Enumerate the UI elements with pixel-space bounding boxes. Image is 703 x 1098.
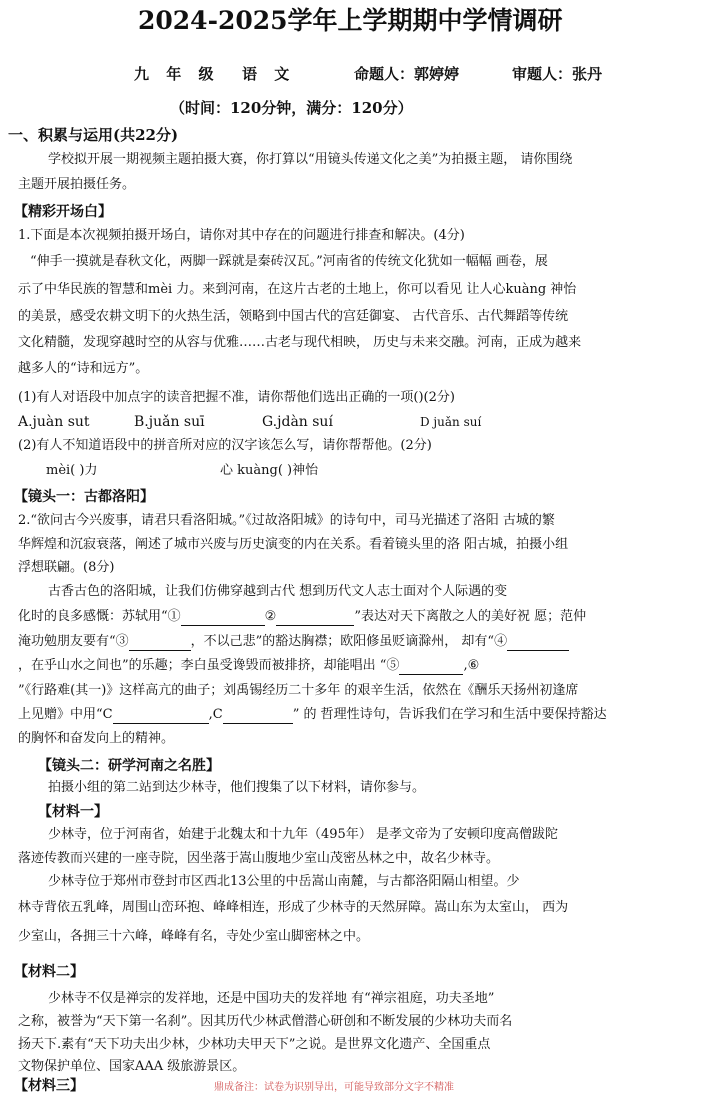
passage-text: 的胸怀和奋发向上的精神。 (18, 731, 175, 746)
time-info: （时间：120分钟，满分：120分） (170, 99, 413, 117)
material-text: 之称，被誉为“天下第一名刹”。因其历代少林武僧潜心研创和不断发展的少林功夫而名 (18, 1014, 513, 1029)
intro-text: 主题开展拍摄任务。 (18, 177, 136, 192)
reviewer-label: 审题人：张丹 (512, 65, 603, 83)
question-text: 2.“欲问古今兴废事，请君只看洛阳城。”《过故洛阳城》的诗句中，司马光描述了洛阳 古城的繁 (18, 513, 555, 528)
passage-text: 的美景，感受农耕文明下的火热生活，领略到中国古代的宫廷御宴、 古代音乐、古代舞蹈等传统 (18, 309, 569, 324)
passage-text: 越多人的“诗和远方”。 (18, 361, 149, 376)
question-text: 1.下面是本次视频拍摄开场白，请你对其中存在的问题进行排查和解决。(4分) (18, 228, 465, 243)
material-text: 林寺背依五乳峰，周围山峦环抱、峰峰相连，形成了少林寺的天然屏障。嵩山东为太室山， 西为 (18, 900, 569, 915)
subject-label: 语 文 (242, 65, 296, 83)
question-text: 浮想联翩。(8分) (18, 560, 115, 575)
part-heading: 【镜头二：研学河南之名胜】 (38, 758, 220, 774)
passage-text: ，不以己悲”的豁达胸襟；欧阳修虽贬谪滁州， 却有“④ (190, 634, 508, 649)
passage-text: 上见赠》中用“C (18, 707, 113, 722)
passage-text: 化时的良多感慨：苏轼用“① (18, 609, 181, 624)
footer-note: 鼎成备注：试卷为识别导出，可能导致部分文字不精准 (214, 1082, 454, 1093)
material-heading: 【材料二】 (14, 964, 84, 980)
material-text: 文物保护单位、国家AAA 级旅游景区。 (18, 1059, 246, 1074)
fill-blank: 心 kuàng( )神怡 (220, 463, 319, 478)
intro-text: 学校拟开展一期视频主题拍摄大赛，你打算以“用镜头传递文化之美”为拍摄主题， 请你围绕 (48, 152, 573, 167)
material-heading: 【材料三】 (14, 1078, 84, 1094)
question-text: (2)有人不知道语段中的拼音所对应的汉字该怎么写，请你帮帮他。(2分) (18, 438, 432, 453)
answer-blank[interactable] (181, 611, 265, 626)
passage-text: 文化精髓，发现穿越时空的从容与优雅……古老与现代相映， 历史与未来交融。河南，正成为越来 (18, 335, 582, 350)
intro-text: 拍摄小组的第二站到达少林寺，他们搜集了以下材料，请你参与。 (48, 780, 426, 795)
material-text: 扬天下.素有“天下功夫出少林，少林功夫甲天下”之说。是世界文化遗产、全国重点 (18, 1037, 491, 1052)
material-text: 少室山，各拥三十六峰，峰峰有名，寺处少室山脚密林之中。 (18, 929, 370, 944)
answer-blank[interactable] (276, 611, 354, 626)
material-text: 落迹传教而兴建的一座寺院，因坐落于嵩山腹地少室山茂密丛林之中，故名少林寺。 (18, 851, 500, 866)
question-text: 华辉煌和沉寂衰落，阐述了城市兴废与历史演变的内在关系。看着镜头里的洛 阳古城，拍摄小组 (18, 537, 569, 552)
passage-text: 示了中华民族的智慧和mèi 力。来到河南，在这片古老的土地上，你可以看见 让人心kuàng 神怡 (18, 282, 577, 297)
passage-text: ,⑥ (463, 658, 480, 673)
answer-blank[interactable] (223, 709, 293, 724)
material-text: 少林寺不仅是禅宗的发祥地，还是中国功夫的发祥地 有“禅宗祖庭，功夫圣地” (48, 991, 495, 1006)
passage-text: ”表达对天下离散之人的美好祝 愿；范仲 (354, 609, 587, 624)
answer-blank[interactable] (129, 636, 191, 651)
grade-label: 九 年 级 (134, 65, 220, 83)
setter-label: 命题人：郭婷婷 (354, 65, 460, 83)
fill-blank: mèi( )力 (46, 463, 98, 478)
option-c: G.jdàn suí (262, 414, 333, 430)
answer-blank[interactable] (113, 709, 209, 724)
passage-text: ”《行路难(其一)》这样高亢的曲子；刘禹锡经历二十多年 的艰辛生活，依然在《酬乐天扬州初逢席 (18, 683, 579, 698)
page-title: 2024-2025学年上学期期中学情调研 (138, 6, 563, 35)
section-heading: 一、积累与运用(共22分) (8, 126, 179, 144)
option-a: A.juàn sut (18, 414, 90, 430)
material-text: 少林寺位于郑州市登封市区西北13公里的中岳嵩山南麓，与古都洛阳隔山相望。少 (48, 874, 520, 889)
passage-text: 古香古色的洛阳城，让我们仿佛穿越到古代 想到历代文人志士面对个人际遇的变 (48, 584, 508, 599)
question-text: (1)有人对语段中加点字的读音把握不准，请你帮他们选出正确的一项()(2分) (18, 390, 455, 405)
part-heading: 【镜头一：古都洛阳】 (14, 489, 154, 505)
passage-line (18, 608, 586, 626)
option-d: D juǎn suí (420, 415, 482, 429)
passage-line (18, 633, 569, 651)
material-heading: 【材料一】 (38, 804, 108, 820)
passage-text: 淹功勉朋友要有“③ (18, 634, 129, 649)
passage-text: “伸手一摸就是春秋文化，两脚一踩就是秦砖汉瓦。”河南省的传统文化犹如一幅幅 画卷，展 (30, 254, 548, 269)
material-text: 少林寺，位于河南省，始建于北魏太和十九年（495年） 是孝文帝为了安顿印度高僧跋陀 (48, 827, 558, 842)
option-b: B.juǎn suī (134, 414, 205, 430)
part-heading: 【精彩开场白】 (14, 204, 112, 220)
answer-blank[interactable] (399, 660, 463, 675)
passage-text: ② (264, 609, 277, 624)
answer-blank[interactable] (507, 636, 569, 651)
passage-text: ,C (208, 707, 223, 722)
passage-text: ，在乎山水之间也”的乐趣；李白虽受谗毁而被排挤，却能唱出 “⑤ (18, 658, 400, 673)
passage-line (18, 706, 607, 724)
passage-text: ” 的 哲理性诗句，告诉我们在学习和生活中要保持豁达 (292, 707, 607, 722)
passage-line (18, 657, 479, 675)
